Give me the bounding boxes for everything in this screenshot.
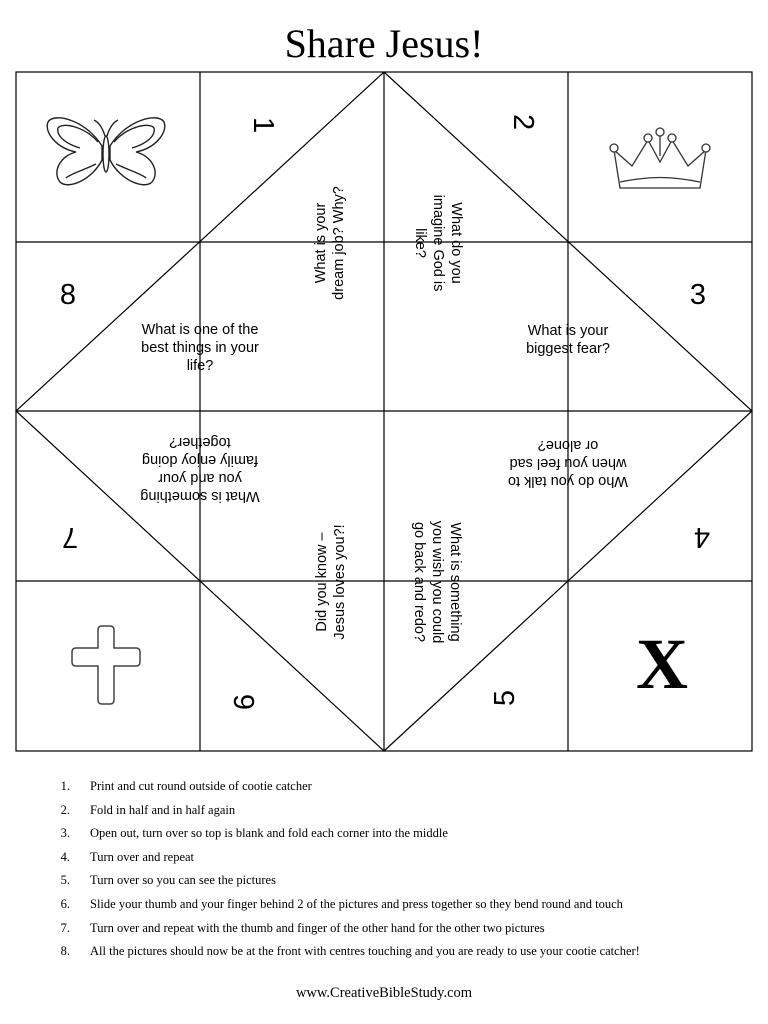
instruction-item: 1. Print and cut round outside of cootie catcher: [60, 779, 312, 793]
svg-text:What do youimagine God islike?: What do youimagine God islike?: [412, 194, 464, 292]
instruction-item: 7. Turn over and repeat with the thumb and finger of the other hand for the other two pictures: [60, 920, 545, 935]
svg-text:What is yourbiggest fear?: What is your biggest fear?: [526, 323, 610, 357]
flap-number-7: 7: [61, 521, 79, 553]
flap-number-2: 2: [507, 113, 539, 131]
svg-text:Who do you talk towhen you fee: Who do you talk towhen you feel sador alone?: [507, 437, 629, 489]
instruction-item: 4. Turn over and repeat: [60, 849, 195, 864]
flap-number-6: 6: [229, 693, 261, 711]
question-1: [313, 186, 347, 300]
flap-number-5: 5: [489, 689, 521, 707]
question-8: [141, 322, 259, 374]
question-6: [314, 524, 348, 639]
svg-text:What is somethingyou and yourf: What is somethingyou and yourfamily enjoy doingtogether?: [140, 434, 260, 504]
instruction-item: 2. Fold in half and in half again: [60, 802, 236, 817]
svg-text:What is somethingyou wish you: What is somethingyou wish you couldgo back and redo?: [411, 520, 463, 644]
page-title: Share Jesus!: [284, 21, 484, 66]
butterfly-icon: [47, 118, 165, 185]
instruction-item: 5. Turn over so you can see the pictures: [60, 873, 276, 888]
cross-icon: [72, 626, 140, 704]
question-4: [508, 437, 628, 489]
crown-icon: [610, 128, 710, 188]
question-5: [411, 521, 463, 644]
instruction-item: 6. Slide your thumb and your finger behind 2 of the pictures and press together so they bend round and touch: [60, 896, 623, 911]
flap-number-1: 1: [247, 116, 279, 134]
question-2: [412, 195, 464, 292]
instruction-item: 3. Open out, turn over so top is blank and fold each corner into the middle: [60, 826, 448, 841]
flap-number-8: 8: [59, 279, 77, 311]
instruction-item: 8. All the pictures should now be at the front with centres touching and you are ready to use your cootie catcher!: [60, 944, 640, 959]
x-picture-label: X: [636, 624, 688, 704]
flap-number-3: 3: [689, 279, 707, 311]
svg-text:What is yourdream job? Why?: What is your dream job? Why?: [313, 186, 347, 300]
instructions-list: [48, 778, 640, 967]
svg-text:Did you know –Jesus loves you?: Did you know – Jesus loves you?!: [314, 524, 348, 640]
flap-number-4: 4: [693, 521, 711, 553]
footer-url: www.CreativeBibleStudy.com: [295, 985, 473, 1001]
svg-text:What is one of thebest things: What is one of the best things in your life?: [141, 322, 259, 374]
